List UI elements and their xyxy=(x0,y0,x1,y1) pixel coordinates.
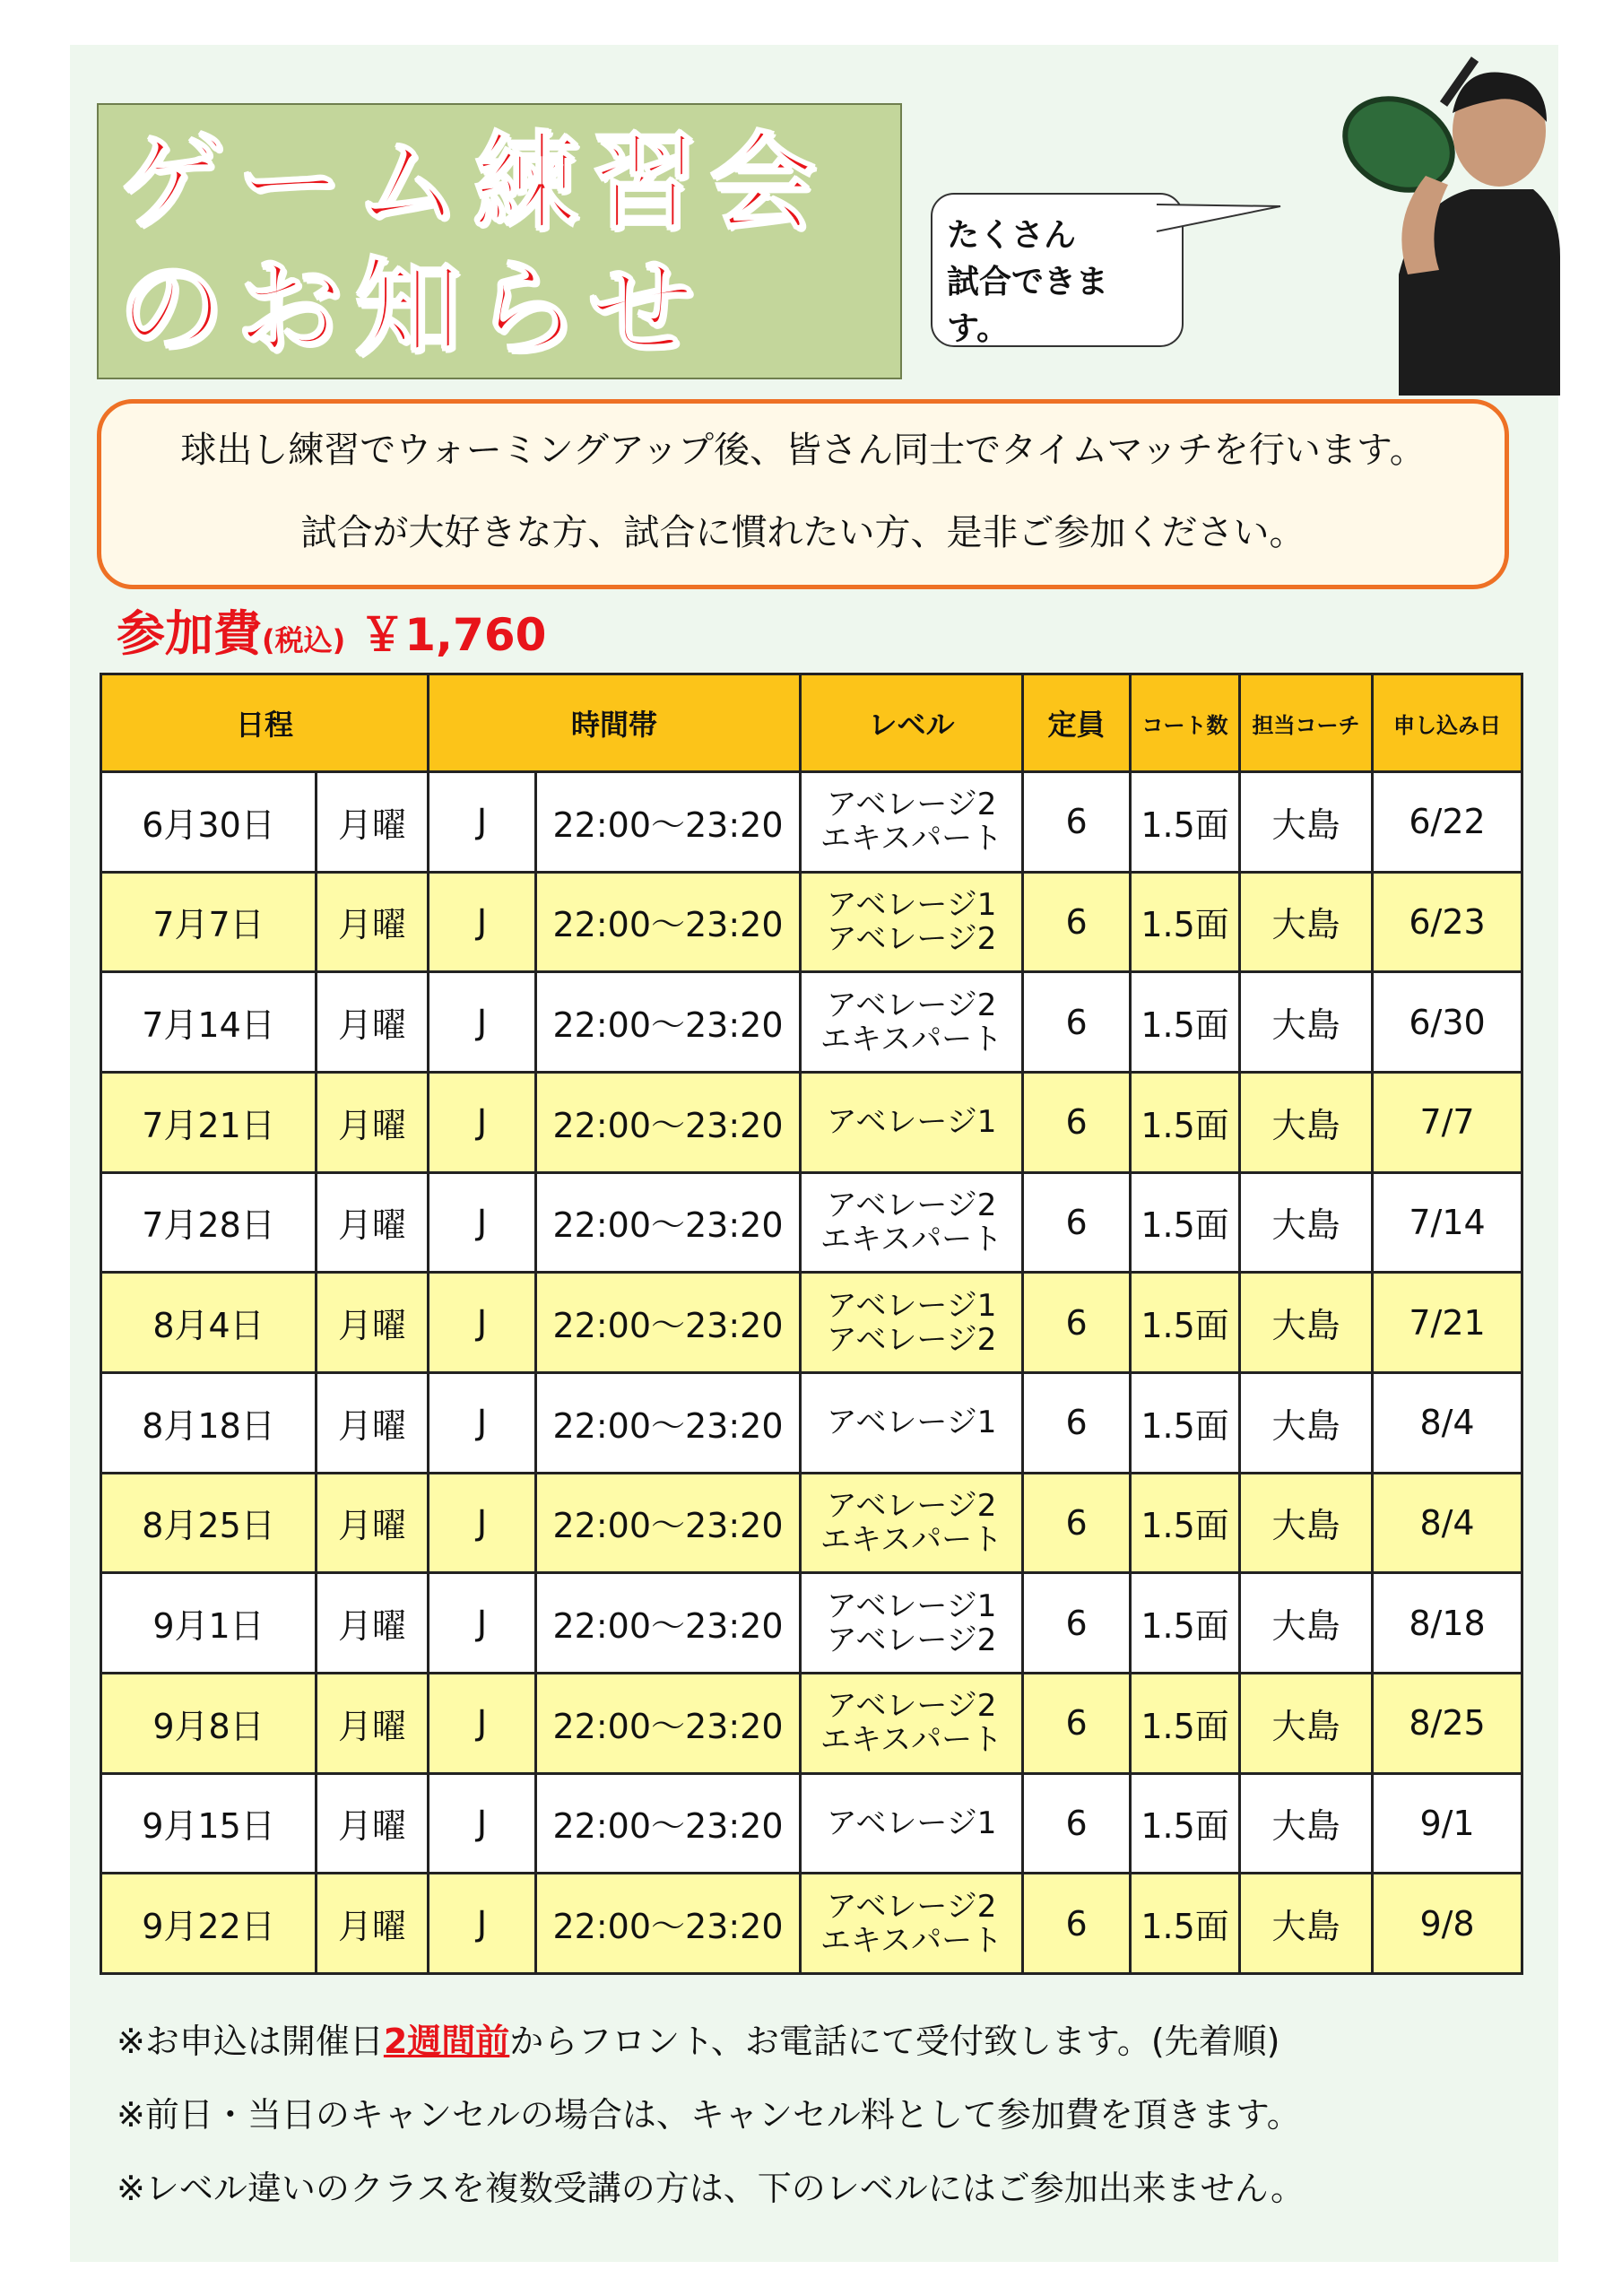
cell-date: 8月25日 xyxy=(101,1473,317,1573)
cell-date: 7月21日 xyxy=(101,1072,317,1172)
cell-code: J xyxy=(429,1573,536,1674)
cell-courts: 1.5面 xyxy=(1131,1473,1240,1573)
cell-level xyxy=(801,1773,1023,1874)
cell-coach: 大島 xyxy=(1240,1573,1373,1674)
cell-date: 8月4日 xyxy=(101,1273,317,1373)
table-row xyxy=(101,1372,1522,1473)
table-row xyxy=(101,772,1522,873)
cell-level xyxy=(801,1874,1023,1974)
cell-level-1: アベレージ1 xyxy=(826,1104,997,1141)
notes xyxy=(117,2005,1305,2225)
cell-time: 22:00～23:20 xyxy=(536,1673,801,1773)
cell-capacity: 6 xyxy=(1023,1372,1131,1473)
table-row xyxy=(101,1072,1522,1172)
cell-day: 月曜 xyxy=(317,972,429,1073)
table-header-row xyxy=(101,674,1522,772)
cell-coach: 大島 xyxy=(1240,1874,1373,1974)
cell-level-2: アベレージ2 xyxy=(826,920,997,957)
cell-time: 22:00～23:20 xyxy=(536,1573,801,1674)
header-level: レベル xyxy=(801,674,1023,772)
page-title-line1: ゲーム練習会 xyxy=(118,121,829,245)
table-row xyxy=(101,1473,1522,1573)
cell-code: J xyxy=(429,1773,536,1874)
cell-day: 月曜 xyxy=(317,1072,429,1172)
cell-level xyxy=(801,1273,1023,1373)
cell-level xyxy=(801,1172,1023,1273)
cell-day: 月曜 xyxy=(317,1773,429,1874)
cell-level-1: アベレージ1 xyxy=(826,1805,997,1841)
cell-day: 月曜 xyxy=(317,772,429,873)
cell-courts: 1.5面 xyxy=(1131,1673,1240,1773)
note-1 xyxy=(117,2005,1305,2078)
cell-time: 22:00～23:20 xyxy=(536,1473,801,1573)
cell-courts: 1.5面 xyxy=(1131,1372,1240,1473)
header-schedule: 日程 xyxy=(101,674,429,772)
cell-level xyxy=(801,972,1023,1073)
cell-date: 9月1日 xyxy=(101,1573,317,1674)
header-capacity: 定員 xyxy=(1023,674,1131,772)
cell-level xyxy=(801,1573,1023,1674)
cell-courts: 1.5面 xyxy=(1131,1273,1240,1373)
cell-coach: 大島 xyxy=(1240,1473,1373,1573)
cell-apply: 6/23 xyxy=(1373,872,1522,972)
cell-capacity: 6 xyxy=(1023,1874,1131,1974)
cell-time: 22:00～23:20 xyxy=(536,1273,801,1373)
cell-time: 22:00～23:20 xyxy=(536,872,801,972)
cell-coach: 大島 xyxy=(1240,972,1373,1073)
cell-coach: 大島 xyxy=(1240,1773,1373,1874)
cell-apply: 8/4 xyxy=(1373,1473,1522,1573)
cell-day: 月曜 xyxy=(317,1673,429,1773)
cell-apply: 8/4 xyxy=(1373,1372,1522,1473)
cell-level xyxy=(801,772,1023,873)
note-1-highlight: 2週間前 xyxy=(383,2022,510,2061)
fee-amount: ￥1,760 xyxy=(360,609,547,661)
note-2: ※前日・当日のキャンセルの場合は、キャンセル料として参加費を頂きます。 xyxy=(117,2095,1301,2135)
cell-date: 9月8日 xyxy=(101,1673,317,1773)
cell-code: J xyxy=(429,1372,536,1473)
table-row xyxy=(101,1573,1522,1674)
cell-day: 月曜 xyxy=(317,1273,429,1373)
cell-level-1: アベレージ1 xyxy=(826,1287,997,1324)
cell-capacity: 6 xyxy=(1023,1573,1131,1674)
cell-time: 22:00～23:20 xyxy=(536,1172,801,1273)
cell-coach: 大島 xyxy=(1240,1072,1373,1172)
cell-courts: 1.5面 xyxy=(1131,972,1240,1073)
cell-time: 22:00～23:20 xyxy=(536,1072,801,1172)
cell-apply: 6/30 xyxy=(1373,972,1522,1073)
intro-line1: 球出し練習でウォーミングアップ後、皆さん同士でタイムマッチを行います。 xyxy=(180,430,1426,471)
cell-level-1: アベレージ2 xyxy=(826,1487,997,1524)
cell-level-2: エキスパート xyxy=(820,821,1003,857)
cell-level-2: エキスパート xyxy=(820,1722,1003,1759)
fee-tax: (税込) xyxy=(262,623,346,657)
cell-time: 22:00～23:20 xyxy=(536,1773,801,1874)
cell-apply: 7/14 xyxy=(1373,1172,1522,1273)
intro-box xyxy=(97,399,1509,589)
cell-day: 月曜 xyxy=(317,1172,429,1273)
fee-title: 参加費 xyxy=(117,605,262,662)
cell-capacity: 6 xyxy=(1023,1773,1131,1874)
cell-code: J xyxy=(429,972,536,1073)
cell-code: J xyxy=(429,872,536,972)
table-row xyxy=(101,1874,1522,1974)
header-time: 時間帯 xyxy=(429,674,801,772)
cell-apply: 6/22 xyxy=(1373,772,1522,873)
cell-capacity: 6 xyxy=(1023,1072,1131,1172)
cell-code: J xyxy=(429,1273,536,1373)
header-coach: 担当コーチ xyxy=(1240,674,1373,772)
table-row xyxy=(101,872,1522,972)
cell-level-1: アベレージ1 xyxy=(826,1587,997,1624)
title-box xyxy=(97,103,902,379)
cell-capacity: 6 xyxy=(1023,1473,1131,1573)
table-row xyxy=(101,972,1522,1073)
intro-line2: 試合が大好きな方、試合に慣れたい方、是非ご参加ください。 xyxy=(300,512,1305,553)
cell-time: 22:00～23:20 xyxy=(536,772,801,873)
cell-day: 月曜 xyxy=(317,1372,429,1473)
note-1-pre: ※お申込は開催日 xyxy=(117,2022,384,2061)
cell-courts: 1.5面 xyxy=(1131,772,1240,873)
cell-level xyxy=(801,1372,1023,1473)
cell-apply: 9/8 xyxy=(1373,1874,1522,1974)
cell-date: 8月18日 xyxy=(101,1372,317,1473)
cell-level-2: エキスパート xyxy=(820,1922,1003,1959)
speech-bubble-line2: 試合できます。 xyxy=(947,264,1109,348)
cell-level xyxy=(801,1072,1023,1172)
cell-level-1: アベレージ2 xyxy=(826,1888,997,1925)
cell-apply: 8/25 xyxy=(1373,1673,1522,1773)
cell-level xyxy=(801,872,1023,972)
cell-level-1: アベレージ2 xyxy=(826,787,997,823)
speech-bubble-tail xyxy=(1157,188,1282,242)
cell-date: 7月14日 xyxy=(101,972,317,1073)
cell-date: 9月22日 xyxy=(101,1874,317,1974)
cell-courts: 1.5面 xyxy=(1131,1573,1240,1674)
table-row xyxy=(101,1172,1522,1273)
header-apply: 申し込み日 xyxy=(1373,674,1522,772)
fee-label xyxy=(117,605,547,662)
cell-code: J xyxy=(429,1874,536,1974)
table-row xyxy=(101,1673,1522,1773)
cell-courts: 1.5面 xyxy=(1131,1172,1240,1273)
cell-day: 月曜 xyxy=(317,872,429,972)
cell-date: 6月30日 xyxy=(101,772,317,873)
cell-date: 7月28日 xyxy=(101,1172,317,1273)
cell-level-1: アベレージ2 xyxy=(826,1688,997,1725)
cell-apply: 9/1 xyxy=(1373,1773,1522,1874)
cell-capacity: 6 xyxy=(1023,1172,1131,1273)
cell-courts: 1.5面 xyxy=(1131,1773,1240,1874)
cell-capacity: 6 xyxy=(1023,972,1131,1073)
cell-level-1: アベレージ2 xyxy=(826,987,997,1023)
cell-level-2: エキスパート xyxy=(820,1221,1003,1257)
cell-day: 月曜 xyxy=(317,1473,429,1573)
cell-time: 22:00～23:20 xyxy=(536,1372,801,1473)
cell-level xyxy=(801,1673,1023,1773)
cell-day: 月曜 xyxy=(317,1874,429,1974)
cell-time: 22:00～23:20 xyxy=(536,1874,801,1974)
cell-coach: 大島 xyxy=(1240,1372,1373,1473)
speech-bubble xyxy=(931,193,1184,347)
cell-date: 9月15日 xyxy=(101,1773,317,1874)
note-3: ※レベル違いのクラスを複数受講の方は、下のレベルにはご参加出来ません。 xyxy=(117,2169,1305,2208)
cell-courts: 1.5面 xyxy=(1131,872,1240,972)
cell-coach: 大島 xyxy=(1240,1673,1373,1773)
table-row xyxy=(101,1273,1522,1373)
cell-code: J xyxy=(429,1072,536,1172)
cell-code: J xyxy=(429,772,536,873)
cell-capacity: 6 xyxy=(1023,872,1131,972)
cell-level-1: アベレージ1 xyxy=(826,886,997,923)
note-1-post: からフロント、お電話にて受付致します。(先着順) xyxy=(509,2022,1280,2061)
cell-coach: 大島 xyxy=(1240,1273,1373,1373)
cell-level-2: アベレージ2 xyxy=(826,1321,997,1358)
cell-coach: 大島 xyxy=(1240,872,1373,972)
cell-coach: 大島 xyxy=(1240,1172,1373,1273)
cell-date: 7月7日 xyxy=(101,872,317,972)
cell-capacity: 6 xyxy=(1023,1273,1131,1373)
cell-level-2: エキスパート xyxy=(820,1021,1003,1057)
cell-level-2: アベレージ2 xyxy=(826,1622,997,1658)
cell-capacity: 6 xyxy=(1023,1673,1131,1773)
cell-code: J xyxy=(429,1473,536,1573)
coach-photo xyxy=(1291,41,1560,396)
cell-coach: 大島 xyxy=(1240,772,1373,873)
cell-code: J xyxy=(429,1172,536,1273)
speech-bubble-line1: たくさん xyxy=(947,217,1077,254)
cell-apply: 7/7 xyxy=(1373,1072,1522,1172)
cell-capacity: 6 xyxy=(1023,772,1131,873)
schedule-table xyxy=(100,673,1523,1975)
cell-code: J xyxy=(429,1673,536,1773)
cell-apply: 8/18 xyxy=(1373,1573,1522,1674)
cell-day: 月曜 xyxy=(317,1573,429,1674)
header-courts: コート数 xyxy=(1131,674,1240,772)
cell-level xyxy=(801,1473,1023,1573)
cell-courts: 1.5面 xyxy=(1131,1072,1240,1172)
cell-time: 22:00～23:20 xyxy=(536,972,801,1073)
cell-level-2: エキスパート xyxy=(820,1521,1003,1558)
cell-level-1: アベレージ2 xyxy=(826,1187,997,1223)
page-title-line2: のお知らせ xyxy=(118,247,707,370)
table-row xyxy=(101,1773,1522,1874)
cell-courts: 1.5面 xyxy=(1131,1874,1240,1974)
cell-level-1: アベレージ1 xyxy=(826,1405,997,1441)
cell-apply: 7/21 xyxy=(1373,1273,1522,1373)
